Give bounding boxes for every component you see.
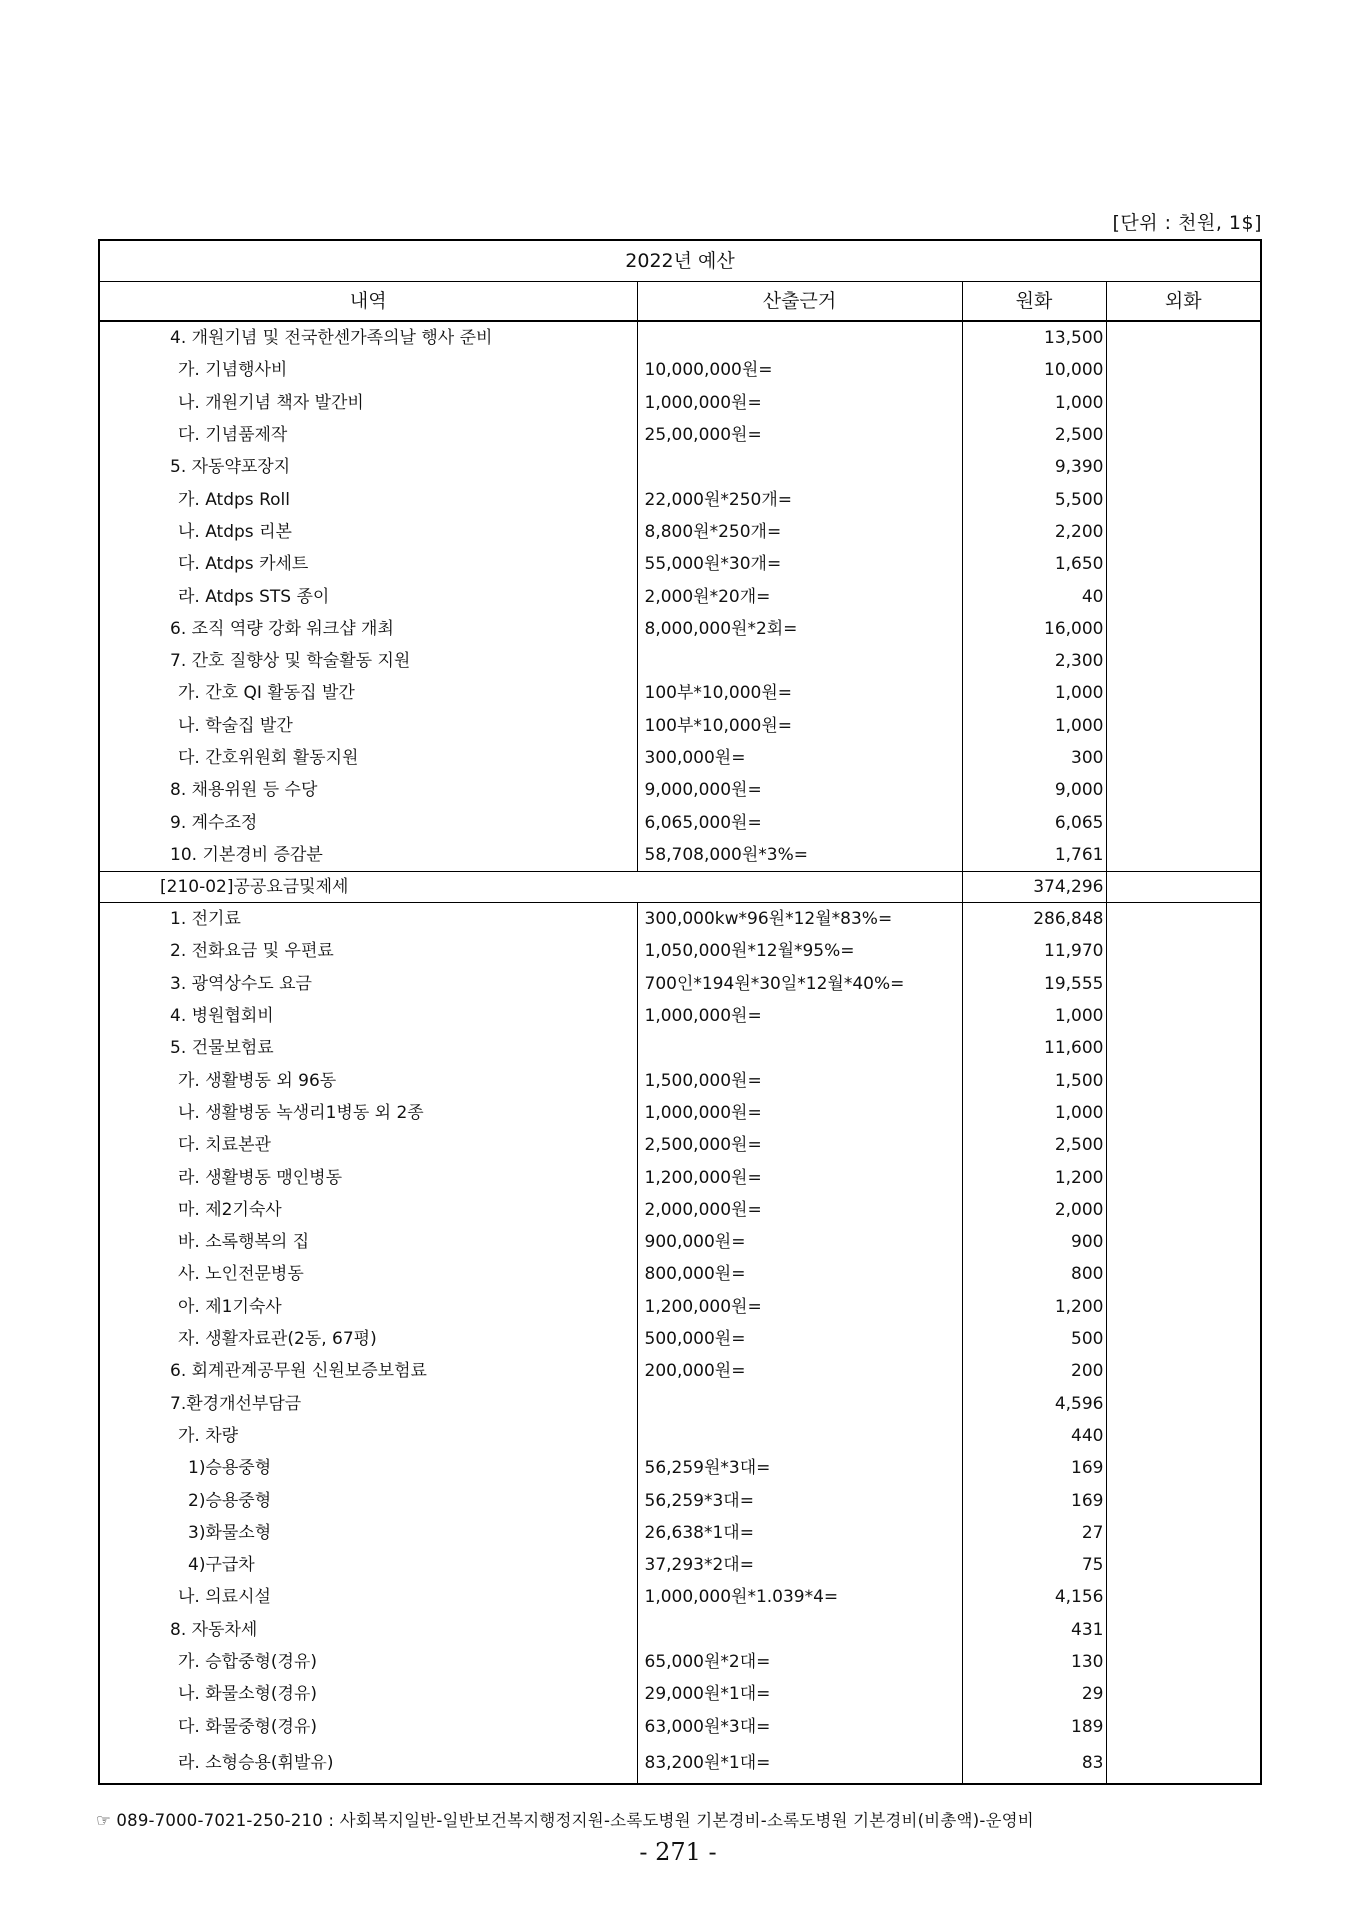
row-fx	[1106, 1388, 1261, 1420]
row-krw: 1,500	[962, 1065, 1106, 1097]
table-row	[99, 1258, 1261, 1290]
row-desc: 다. 치료본관	[178, 1135, 271, 1156]
budget-table	[98, 239, 1262, 1785]
row-desc: 3)화물소형	[188, 1522, 272, 1543]
row-krw: 189	[962, 1710, 1106, 1742]
row-basis: 29,000원*1대=	[637, 1678, 962, 1710]
row-basis	[637, 1420, 962, 1452]
table-body-general	[99, 321, 1261, 872]
table-section	[99, 872, 1261, 903]
row-basis: 1,200,000원=	[637, 1291, 962, 1323]
row-basis: 500,000원=	[637, 1323, 962, 1355]
row-basis: 1,200,000원=	[637, 1161, 962, 1193]
row-krw: 10,000	[962, 354, 1106, 386]
row-fx	[1106, 1291, 1261, 1323]
row-desc: 나. 생활병동 녹생리1병동 외 2종	[178, 1102, 424, 1123]
table-row	[99, 710, 1261, 742]
row-fx	[1106, 548, 1261, 580]
row-basis: 1,050,000원*12월*95%=	[637, 935, 962, 967]
row-krw: 6,065	[962, 806, 1106, 838]
row-basis: 1,000,000원*1.039*4=	[637, 1581, 962, 1613]
header-basis: 산출근거	[637, 282, 962, 322]
table-row	[99, 387, 1261, 419]
table-row	[99, 1032, 1261, 1064]
row-fx	[1106, 1323, 1261, 1355]
row-basis: 1,500,000원=	[637, 1065, 962, 1097]
row-krw: 2,200	[962, 516, 1106, 548]
table-row	[99, 1000, 1261, 1032]
table-row	[99, 1291, 1261, 1323]
row-fx	[1106, 935, 1261, 967]
row-fx	[1106, 742, 1261, 774]
row-krw: 1,000	[962, 710, 1106, 742]
row-desc: 6. 조직 역량 강화 워크샵 개최	[170, 618, 394, 639]
table-row	[99, 321, 1261, 354]
row-basis: 55,000원*30개=	[637, 548, 962, 580]
row-krw: 1,000	[962, 1000, 1106, 1032]
table-row	[99, 1517, 1261, 1549]
row-desc: 가. 간호 QI 활동집 발간	[178, 683, 355, 704]
row-fx	[1106, 1710, 1261, 1742]
table-row	[99, 968, 1261, 1000]
row-fx	[1106, 710, 1261, 742]
row-desc: 라. Atdps STS 종이	[178, 586, 330, 607]
row-desc: 사. 노인전문병동	[178, 1264, 304, 1285]
row-krw: 9,000	[962, 774, 1106, 806]
row-krw: 900	[962, 1226, 1106, 1258]
header-fx: 외화	[1106, 282, 1261, 322]
table-row	[99, 903, 1261, 936]
table-row	[99, 1194, 1261, 1226]
table-row	[99, 1614, 1261, 1646]
table-row	[99, 935, 1261, 967]
row-desc: 4)구급차	[188, 1555, 255, 1576]
row-fx	[1106, 1743, 1261, 1784]
row-desc: 다. Atdps 카세트	[178, 554, 309, 575]
row-krw: 2,000	[962, 1194, 1106, 1226]
row-basis	[637, 1032, 962, 1064]
row-basis: 2,500,000원=	[637, 1129, 962, 1161]
row-basis: 100부*10,000원=	[637, 710, 962, 742]
table-row	[99, 1355, 1261, 1387]
row-basis: 1,000,000원=	[637, 1000, 962, 1032]
table-row	[99, 613, 1261, 645]
row-krw: 1,200	[962, 1291, 1106, 1323]
row-desc: 가. 승합중형(경유)	[178, 1652, 318, 1673]
row-krw: 2,500	[962, 419, 1106, 451]
row-krw: 75	[962, 1549, 1106, 1581]
row-desc: 8. 채용위원 등 수당	[170, 780, 318, 801]
row-krw: 11,600	[962, 1032, 1106, 1064]
row-desc: 나. 의료시설	[178, 1587, 271, 1608]
section-row	[99, 872, 1261, 903]
row-desc: 나. 학술집 발간	[178, 715, 293, 736]
row-desc: 6. 회계관계공무원 신원보증보험료	[170, 1361, 427, 1382]
row-desc: 가. 기념행사비	[178, 360, 288, 381]
row-fx	[1106, 1097, 1261, 1129]
table-body-utilities	[99, 903, 1261, 1784]
row-krw: 2,300	[962, 645, 1106, 677]
unit-note: [단위 : 천원, 1$]	[1112, 212, 1262, 234]
row-fx	[1106, 1258, 1261, 1290]
row-krw: 27	[962, 1517, 1106, 1549]
row-fx	[1106, 580, 1261, 612]
row-basis: 10,000,000원=	[637, 354, 962, 386]
footnote: ☞ 089-7000-7021-250-210 : 사회복지일반-일반보건복지행정지원-소록도병원 기본경비-소록도병원 기본경비(비총액)-운영비	[96, 1811, 1034, 1830]
table-row	[99, 1646, 1261, 1678]
section-fx	[1106, 872, 1261, 903]
row-krw: 1,761	[962, 839, 1106, 872]
table-row	[99, 1549, 1261, 1581]
row-desc: 4. 병원협회비	[170, 1006, 274, 1027]
row-desc: 4. 개원기념 및 전국한센가족의날 행사 준비	[170, 328, 493, 349]
row-basis: 1,000,000원=	[637, 387, 962, 419]
table-row	[99, 806, 1261, 838]
row-krw: 1,000	[962, 1097, 1106, 1129]
row-basis: 56,259*3대=	[637, 1484, 962, 1516]
table-row	[99, 354, 1261, 386]
table-row	[99, 516, 1261, 548]
row-desc: 아. 제1기숙사	[178, 1296, 282, 1317]
row-krw: 2,500	[962, 1129, 1106, 1161]
table-row	[99, 742, 1261, 774]
row-basis: 700인*194원*30일*12월*40%=	[637, 968, 962, 1000]
row-basis	[637, 451, 962, 483]
row-basis: 900,000원=	[637, 1226, 962, 1258]
row-desc: 바. 소록행복의 집	[178, 1232, 310, 1253]
row-basis: 200,000원=	[637, 1355, 962, 1387]
row-basis: 63,000원*3대=	[637, 1710, 962, 1742]
row-krw: 83	[962, 1743, 1106, 1784]
row-basis: 100부*10,000원=	[637, 677, 962, 709]
row-krw: 19,555	[962, 968, 1106, 1000]
row-desc: 나. 화물소형(경유)	[178, 1684, 318, 1705]
row-krw: 300	[962, 742, 1106, 774]
row-desc: 나. Atdps 리본	[178, 521, 292, 542]
row-krw: 29	[962, 1678, 1106, 1710]
row-desc: 마. 제2기숙사	[178, 1199, 282, 1220]
row-desc: 5. 자동약포장지	[170, 457, 291, 478]
row-fx	[1106, 451, 1261, 483]
row-fx	[1106, 968, 1261, 1000]
row-desc: 자. 생활자료관(2동, 67평)	[178, 1329, 377, 1350]
row-fx	[1106, 387, 1261, 419]
row-desc: 7.환경개선부담금	[170, 1393, 302, 1414]
table-row	[99, 1388, 1261, 1420]
row-fx	[1106, 354, 1261, 386]
row-krw: 5,500	[962, 483, 1106, 515]
row-basis: 8,800원*250개=	[637, 516, 962, 548]
row-fx	[1106, 774, 1261, 806]
table-row	[99, 677, 1261, 709]
row-krw: 1,200	[962, 1161, 1106, 1193]
table-row	[99, 774, 1261, 806]
row-krw: 40	[962, 580, 1106, 612]
table-row	[99, 1097, 1261, 1129]
row-basis: 1,000,000원=	[637, 1097, 962, 1129]
row-fx	[1106, 321, 1261, 354]
row-fx	[1106, 1484, 1261, 1516]
row-fx	[1106, 903, 1261, 936]
row-basis	[637, 1614, 962, 1646]
row-basis	[637, 321, 962, 354]
row-krw: 800	[962, 1258, 1106, 1290]
row-krw: 169	[962, 1484, 1106, 1516]
row-desc: 1. 전기료	[170, 909, 241, 930]
header-krw: 원화	[962, 282, 1106, 322]
row-krw: 500	[962, 1323, 1106, 1355]
row-krw: 130	[962, 1646, 1106, 1678]
row-krw: 4,596	[962, 1388, 1106, 1420]
row-desc: 9. 계수조정	[170, 812, 258, 833]
row-basis: 2,000원*20개=	[637, 580, 962, 612]
row-fx	[1106, 1065, 1261, 1097]
page-number: - 271 -	[639, 1838, 717, 1866]
table-row	[99, 1226, 1261, 1258]
section-desc: [210-02]공공요금및제세	[99, 872, 962, 903]
row-krw: 13,500	[962, 321, 1106, 354]
row-basis: 300,000kw*96원*12월*83%=	[637, 903, 962, 936]
row-krw: 431	[962, 1614, 1106, 1646]
row-basis: 26,638*1대=	[637, 1517, 962, 1549]
row-fx	[1106, 1549, 1261, 1581]
row-fx	[1106, 839, 1261, 872]
row-fx	[1106, 1355, 1261, 1387]
row-basis: 65,000원*2대=	[637, 1646, 962, 1678]
row-fx	[1106, 613, 1261, 645]
row-basis: 83,200원*1대=	[637, 1743, 962, 1784]
row-fx	[1106, 806, 1261, 838]
row-fx	[1106, 677, 1261, 709]
row-krw: 169	[962, 1452, 1106, 1484]
row-desc: 2)승용중형	[188, 1490, 272, 1511]
table-row	[99, 1710, 1261, 1742]
row-fx	[1106, 1420, 1261, 1452]
row-fx	[1106, 1226, 1261, 1258]
row-desc: 라. 소형승용(휘발유)	[178, 1752, 334, 1773]
row-basis: 8,000,000원*2회=	[637, 613, 962, 645]
table-row	[99, 419, 1261, 451]
table-row	[99, 1161, 1261, 1193]
row-fx	[1106, 1614, 1261, 1646]
row-fx	[1106, 1517, 1261, 1549]
row-krw: 16,000	[962, 613, 1106, 645]
table-row	[99, 1581, 1261, 1613]
row-fx	[1106, 1646, 1261, 1678]
row-fx	[1106, 1032, 1261, 1064]
table-title: 2022년 예산	[99, 240, 1261, 282]
row-krw: 9,390	[962, 451, 1106, 483]
row-fx	[1106, 645, 1261, 677]
row-basis: 22,000원*250개=	[637, 483, 962, 515]
row-krw: 11,970	[962, 935, 1106, 967]
row-krw: 200	[962, 1355, 1106, 1387]
row-basis: 58,708,000원*3%=	[637, 839, 962, 872]
row-fx	[1106, 516, 1261, 548]
table-row	[99, 1743, 1261, 1784]
table-row	[99, 1129, 1261, 1161]
row-basis	[637, 1388, 962, 1420]
row-krw: 1,000	[962, 387, 1106, 419]
row-desc: 2. 전화요금 및 우편료	[170, 941, 334, 962]
row-desc: 8. 자동차세	[170, 1619, 258, 1640]
row-desc: 10. 기본경비 증감분	[170, 844, 323, 865]
row-desc: 가. 생활병동 외 96동	[178, 1070, 337, 1091]
row-basis: 56,259원*3대=	[637, 1452, 962, 1484]
header-desc: 내역	[99, 282, 637, 322]
row-fx	[1106, 1000, 1261, 1032]
row-basis: 25,00,000원=	[637, 419, 962, 451]
row-desc: 5. 건물보험료	[170, 1038, 274, 1059]
row-krw: 1,000	[962, 677, 1106, 709]
row-fx	[1106, 419, 1261, 451]
row-basis: 9,000,000원=	[637, 774, 962, 806]
row-desc: 다. 기념품제작	[178, 425, 288, 446]
table-row	[99, 1323, 1261, 1355]
section-krw: 374,296	[962, 872, 1106, 903]
row-fx	[1106, 1129, 1261, 1161]
row-desc: 다. 간호위원회 활동지원	[178, 748, 359, 768]
row-fx	[1106, 1581, 1261, 1613]
row-krw: 286,848	[962, 903, 1106, 936]
row-desc: 나. 개원기념 책자 발간비	[178, 392, 364, 413]
table-row	[99, 1678, 1261, 1710]
table-row	[99, 1065, 1261, 1097]
row-fx	[1106, 1194, 1261, 1226]
row-fx	[1106, 1678, 1261, 1710]
row-desc: 1)승용중형	[188, 1458, 272, 1479]
table-row	[99, 548, 1261, 580]
row-fx	[1106, 1452, 1261, 1484]
row-krw: 1,650	[962, 548, 1106, 580]
row-krw: 440	[962, 1420, 1106, 1452]
row-fx	[1106, 1161, 1261, 1193]
row-fx	[1106, 483, 1261, 515]
row-basis: 2,000,000원=	[637, 1194, 962, 1226]
table-row	[99, 451, 1261, 483]
row-basis: 37,293*2대=	[637, 1549, 962, 1581]
table-row	[99, 1484, 1261, 1516]
row-krw: 4,156	[962, 1581, 1106, 1613]
table-row	[99, 1452, 1261, 1484]
table-row	[99, 839, 1261, 872]
row-basis: 300,000원=	[637, 742, 962, 774]
table-row	[99, 1420, 1261, 1452]
row-desc: 7. 간호 질향상 및 학술활동 지원	[170, 651, 411, 672]
table-row	[99, 645, 1261, 677]
row-desc: 3. 광역상수도 요금	[170, 973, 312, 994]
row-desc: 가. 차량	[178, 1425, 239, 1446]
table-row	[99, 483, 1261, 515]
row-desc: 다. 화물중형(경유)	[178, 1716, 318, 1737]
table-row	[99, 580, 1261, 612]
row-desc: 라. 생활병동 맹인병동	[178, 1167, 343, 1188]
row-desc: 가. Atdps Roll	[178, 489, 290, 510]
row-basis: 6,065,000원=	[637, 806, 962, 838]
row-basis	[637, 645, 962, 677]
row-basis: 800,000원=	[637, 1258, 962, 1290]
